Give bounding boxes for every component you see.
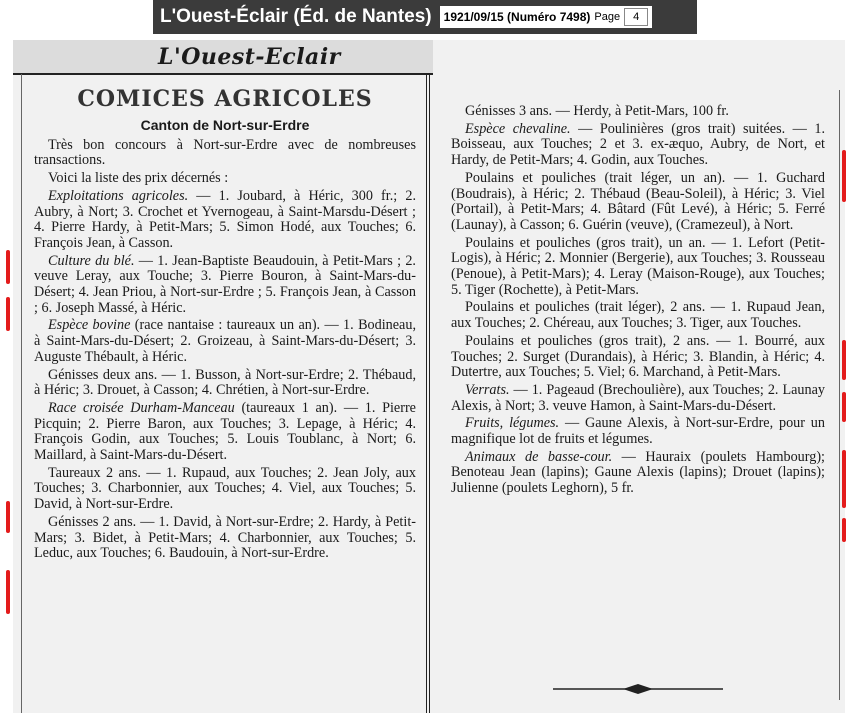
paragraph-text: — 1. Pageaud (Brechoulière), aux Touches; 2. Launay Alexis, à Nort; 3. veuve Hamon, à Saint-Mars-du-Désert.: [451, 381, 825, 414]
paragraph-text: — Gaune Alexis, à Nort-sur-Erdre, pour un magnifique lot de fruits et légumes.: [451, 415, 825, 448]
right-column: [451, 104, 825, 499]
viewer-header-bar: [153, 0, 697, 34]
newspaper-clipping: [13, 40, 845, 713]
article-paragraph: [34, 401, 416, 464]
left-border: [21, 74, 22, 713]
margin-marker: [842, 450, 846, 508]
paragraph-text: — 1. Joubard, à Héric, 300 fr.; 2. Aubry, à Nort; 3. Crochet et Yvernogeau, à Saint-Marsdu-Désert ; 4. Pierre Hardy, à Petit-Mars; 5. Simon Hodé, aux Touches; 6. François Jean, à Casson.: [34, 187, 416, 251]
masthead: L'Ouest-Eclair: [158, 44, 341, 70]
article-paragraph: [451, 122, 825, 169]
article-paragraph: [34, 318, 416, 365]
article-paragraph: [451, 171, 825, 234]
article-paragraph: [451, 104, 825, 120]
paragraph-text: Poulains et pouliches (trait léger, un an). — 1. Guchard (Boudrais), à Héric; 2. Thébaud (Beau-Soleil), à Héric; 3. Viel (Portail), à Petit-Mars; 4. Bâtard (Fût Levé), à Héric; 5. Ferré (Launay), à Casson; 6. Guérin (veuve), (Cramezeul), à Nort.: [451, 169, 825, 233]
paragraph-text: Taureaux 2 ans. — 1. Rupaud, aux Touches; 2. Jean Joly, aux Touches; 3. Charbonnier, aux Touches; 4. Viel, aux Touches; 5. David, à Nort-sur-Erdre.: [34, 464, 416, 513]
paragraph-text: Très bon concours à Nort-sur-Erdre avec de nombreuses transactions.: [34, 136, 416, 169]
article-paragraph: [34, 515, 416, 562]
masthead-rule: [13, 73, 433, 75]
page-number-field[interactable]: 4: [624, 8, 648, 26]
article-paragraph: [34, 254, 416, 317]
article-paragraph: [451, 334, 825, 381]
paragraph-text: — Hauraix (poulets Hambourg); Benoteau Jean (lapins); Gaune Alexis (lapins); Drouet (lapins); Julienne (poulets Leghorn), 5 fr.: [451, 448, 825, 497]
paragraph-lead: Animaux de basse-cour.: [465, 448, 613, 465]
page-label: Page: [594, 11, 621, 23]
article-paragraph: [451, 383, 825, 414]
article-paragraph: [451, 236, 825, 299]
article-paragraph: [451, 300, 825, 331]
margin-marker: [6, 297, 10, 331]
article-paragraph: [34, 368, 416, 399]
paragraph-text: Génisses 2 ans. — 1. David, à Nort-sur-Erdre; 2. Hardy, à Petit-Mars; 3. Bidet, à Petit-Mars; 4. Charbonnier, aux Touches; 5. Leduc, aux Touches; 6. Baudouin, à Nort-sur-Erdre.: [34, 513, 416, 562]
article-paragraph: [451, 450, 825, 497]
article-title: COMICES AGRICOLES: [77, 86, 373, 112]
paragraph-lead: Espèce bovine: [48, 317, 131, 334]
margin-marker: [6, 250, 10, 284]
publication-title: L'Ouest-Éclair (Éd. de Nantes): [160, 6, 432, 27]
margin-marker: [842, 392, 846, 422]
margin-marker: [842, 340, 846, 380]
left-column: [34, 86, 416, 564]
paragraph-lead: Culture du blé.: [48, 252, 135, 269]
paragraph-text: Voici la liste des prix décernés :: [48, 170, 229, 187]
paragraph-text: (taureaux 1 an). — 1. Pierre Picquin; 2. Pierre Baron, aux Touches; 3. Lepage, à Héric; 4. François Godin, aux Touches; 5. Louis Toublanc, à Nort; 6. Maillard, à Saint-Mars-du-Désert.: [34, 399, 416, 464]
paragraph-text: (race nantaise : taureaux un an). — 1. Bodineau, à Saint-Mars-du-Désert; 2. Groizeau, à Saint-Mars-du-Désert; 3. Auguste Thébault, à Héric.: [34, 317, 416, 365]
paragraph-text: Poulains et pouliches (trait léger), 2 ans. — 1. Rupaud Jean, aux Touches; 2. Chéreau, aux Touches; 3. Tiger, aux Touches.: [451, 299, 825, 332]
paragraph-lead: Race croisée Durham-Manceau: [48, 399, 235, 416]
margin-marker: [842, 518, 846, 542]
article-paragraph: [34, 138, 416, 169]
issue-info: [440, 6, 653, 28]
article-paragraph: [34, 189, 416, 252]
paragraph-text: Génisses 3 ans. — Herdy, à Petit-Mars, 100 fr.: [465, 103, 729, 119]
article-subtitle: Canton de Nort-sur-Erdre: [140, 117, 310, 133]
paragraph-lead: Verrats.: [465, 381, 510, 398]
right-border: [839, 90, 840, 700]
paragraph-text: — Poulinières (gros trait) suitées. — 1. Boisseau, aux Touches; 2 et 3. ex-æquo, Aubry, de Nort, et Hardy, de Petit-Mars; 4. Godin, aux Touches.: [451, 120, 826, 169]
column-divider-right: [429, 74, 430, 713]
margin-marker: [842, 150, 846, 202]
paragraph-lead: Exploitations agricoles.: [48, 187, 189, 204]
issue-date-number: 1921/09/15 (Numéro 7498): [443, 10, 591, 24]
paragraph-text: Poulains et pouliches (gros trait), un an. — 1. Lefort (Petit-Logis), à Héric; 2. Monnier (Bergerie), aux Touches; 3. Rousseau (Penoue), à Petit-Mars); 4. Leray (Maison-Rouge), aux Touches; 5. Tiger (Rochette), à Petit-Mars.: [451, 234, 825, 298]
article-paragraph: [451, 416, 825, 447]
article-paragraph: [34, 466, 416, 513]
margin-marker: [6, 570, 10, 614]
paragraph-text: Poulains et pouliches (gros trait), 2 ans. — 1. Bourré, aux Touches; 2. Surget (Durandais), à Héric; 3. Blandin, à Héric; 4. Dutertre, aux Touches; 5. Viel; 6. Marchand, à Petit-Mars.: [451, 332, 825, 381]
paragraph-text: — 1. Jean-Baptiste Beaudouin, à Petit-Mars ; 2. veuve Leray, aux Touche; 3. Pierre Bouron, à Saint-Mars-du-Désert; 4. Jean Priou, à Nort-sur-Erdre ; 5. François Jean, à Casson ; 6. Joseph Massé, à Héric.: [34, 252, 416, 316]
paragraph-lead: Espèce chevaline.: [465, 120, 571, 137]
paragraph-text: Génisses deux ans. — 1. Busson, à Nort-sur-Erdre; 2. Thébaud, à Héric; 3. Drouet, à Casson; 4. Chrétien, à Nort-sur-Erdre.: [34, 366, 416, 399]
column-divider-left: [426, 74, 427, 713]
margin-marker: [6, 501, 10, 533]
end-ornament: [553, 684, 723, 694]
paragraph-lead: Fruits, légumes.: [465, 415, 560, 432]
article-paragraph: [34, 171, 416, 187]
